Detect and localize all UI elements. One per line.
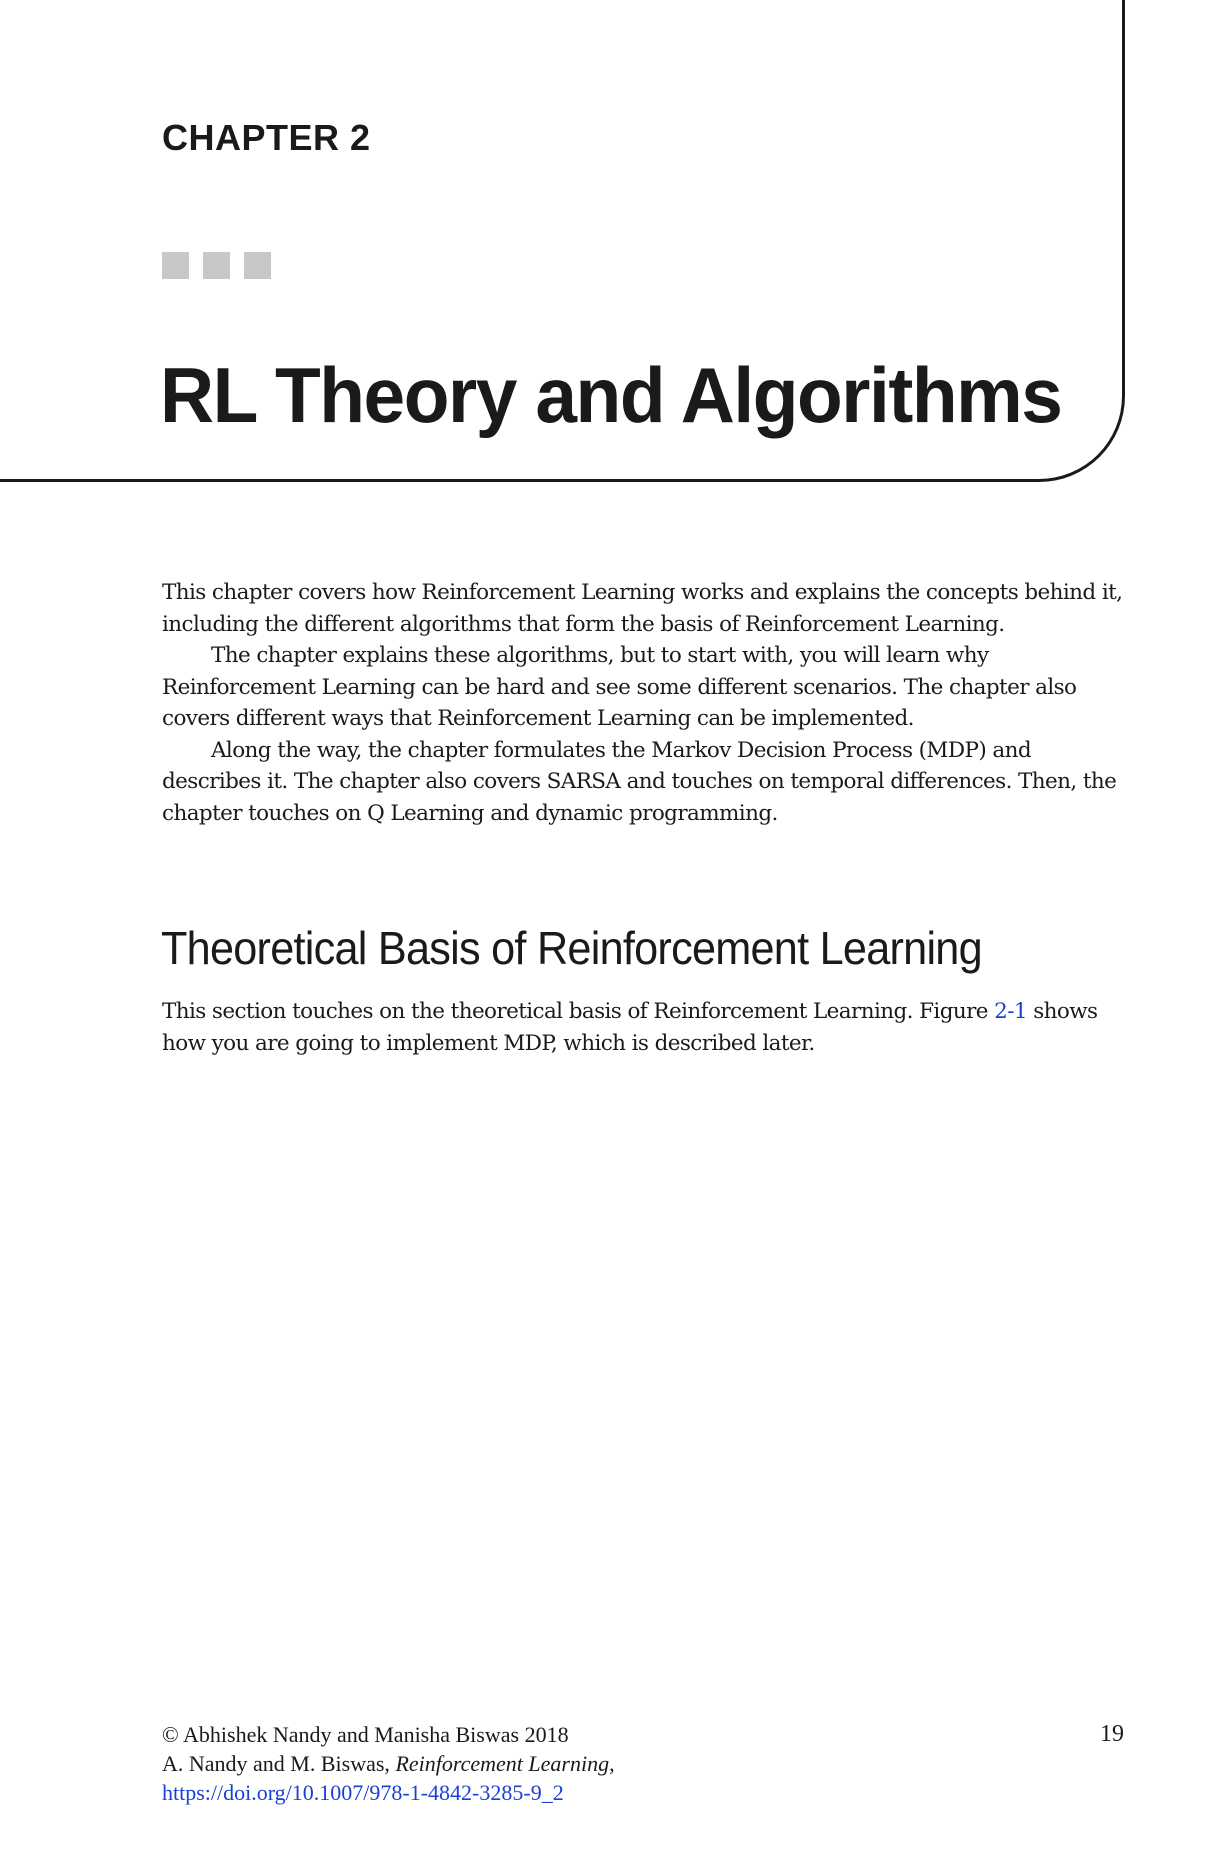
- intro-paragraph: Along the way, the chapter formulates the Markov Decision Process (MDP) and describes it. The chapter also covers SARSA and touches on temporal differences. Then, the chapter touches on Q Learning and dynamic programming.: [162, 737, 1117, 826]
- decoration-square: [203, 252, 230, 279]
- section-paragraph: [162, 996, 1127, 1059]
- copyright-line: © Abhishek Nandy and Manisha Biswas 2018: [162, 1722, 569, 1747]
- intro-paragraph: The chapter explains these algorithms, but to start with, you will learn why Reinforcement Learning can be hard and see some different scenarios. The chapter also covers different ways that Reinforcement Learning can be implemented.: [162, 643, 1077, 731]
- citation-line: [162, 1749, 615, 1778]
- footer: [162, 1720, 615, 1807]
- chapter-title: RL Theory and Algorithms: [160, 351, 1062, 439]
- chapter-decoration: [162, 252, 271, 279]
- doi-link[interactable]: https://doi.org/10.1007/978-1-4842-3285-9_2: [162, 1780, 564, 1805]
- section-text-end: shows how you are going to implement MDP, which is described later.: [162, 999, 1098, 1056]
- section-text: [162, 996, 1127, 1059]
- decoration-square: [244, 252, 271, 279]
- section-text-start: This section touches on the theoretical basis of Reinforcement Learning. Figure: [162, 999, 995, 1024]
- chapter-label: CHAPTER 2: [162, 117, 371, 158]
- figure-link[interactable]: 2-1: [994, 999, 1027, 1024]
- page-number: 19: [1100, 1721, 1124, 1747]
- intro-text: [162, 577, 1127, 829]
- decoration-square: [162, 252, 189, 279]
- citation-comma: ,: [609, 1751, 615, 1776]
- intro-paragraph: This chapter covers how Reinforcement Learning works and explains the concepts behind it, including the different algorithms that form the basis of Reinforcement Learning.: [162, 580, 1123, 637]
- citation-authors: A. Nandy and M. Biswas,: [162, 1751, 396, 1776]
- citation-book-title: Reinforcement Learning: [395, 1751, 610, 1776]
- section-heading: Theoretical Basis of Reinforcement Learning: [161, 922, 982, 974]
